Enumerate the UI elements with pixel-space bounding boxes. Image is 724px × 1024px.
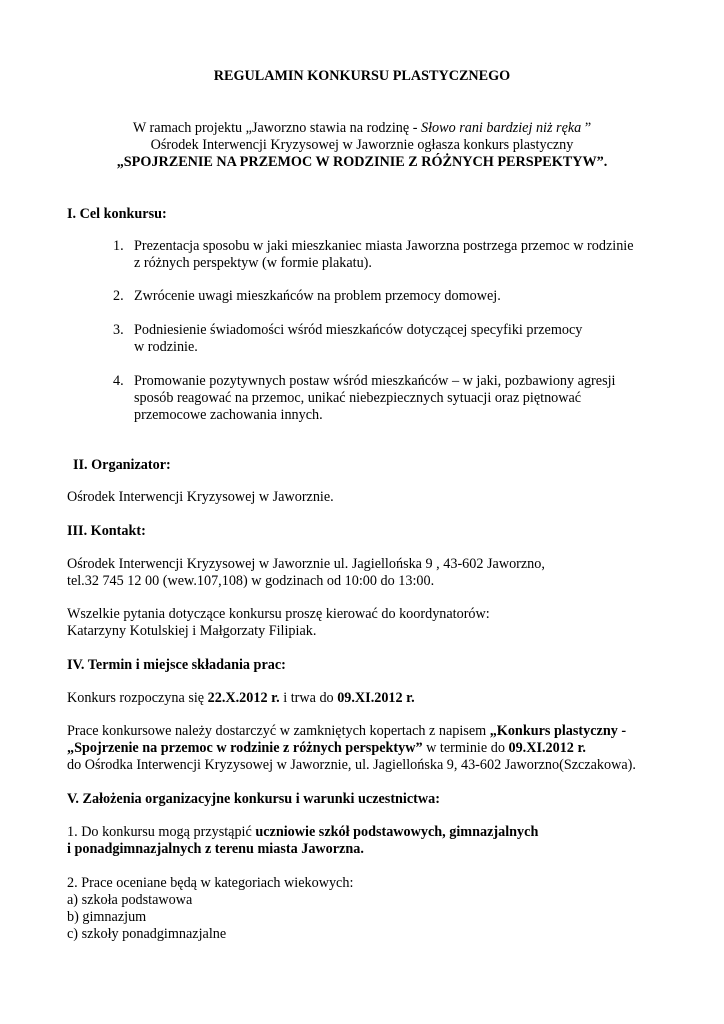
section-3-heading: III. Kontakt: <box>67 523 146 539</box>
item-3-line-1: Podniesienie świadomości wśród mieszkańców dotyczącej specyfiki przemocy <box>134 322 583 338</box>
participants-line-1: 1. Do konkursu mogą przystąpić uczniowie szkół podstawowych, gimnazjalnych <box>67 824 539 840</box>
categories-intro: 2. Prace oceniane będą w kategoriach wiekowych: <box>67 875 354 891</box>
item-3-line-2: w rodzinie. <box>134 339 198 355</box>
contest-name: „SPOJRZENIE NA PRZEMOC W RODZINIE Z RÓŻNYCH PERSPEKTYW”. <box>116 154 608 170</box>
section-5-heading: V. Założenia organizacyjne konkursu i warunki uczestnictwa: <box>67 791 440 807</box>
item-2-number: 2. <box>113 288 124 304</box>
coordinators-line-2: Katarzyny Kotulskiej i Małgorzaty Filipiak. <box>67 623 317 639</box>
intro-line-2: Ośrodek Interwencji Kryzysowej w Jaworznie ogłasza konkurs plastyczny <box>150 137 574 153</box>
contact-phone: tel.32 745 12 00 (wew.107,108) w godzinach od 10:00 do 13:00. <box>67 573 435 589</box>
item-4-line-2: sposób reagować na przemoc, unikać niebezpiecznych sytuacji oraz piętnować <box>134 390 582 406</box>
delivery-line-1: Prace konkursowe należy dostarczyć w zamkniętych kopertach z napisem „Konkurs plastyczny - <box>67 723 627 739</box>
category-a: a) szkoła podstawowa <box>67 892 193 908</box>
section-4-heading: IV. Termin i miejsce składania prac: <box>67 657 286 673</box>
item-4-line-3: przemocowe zachowania innych. <box>134 407 323 423</box>
delivery-line-2: „Spojrzenie na przemoc w rodzinie z różnych perspektyw” w terminie do 09.XI.2012 r. <box>67 740 586 756</box>
item-4-number: 4. <box>113 373 124 389</box>
category-c: c) szkoły ponadgimnazjalne <box>67 926 227 942</box>
organizer-text: Ośrodek Interwencji Kryzysowej w Jaworznie. <box>67 489 334 505</box>
delivery-line-3: do Ośrodka Interwencji Kryzysowej w Jaworznie, ul. Jagiellońska 9, 43-602 Jaworzno(Szczakowa). <box>67 757 636 773</box>
page-title: REGULAMIN KONKURSU PLASTYCZNEGO <box>213 68 511 84</box>
item-3-number: 3. <box>113 322 124 338</box>
item-1-line-1: Prezentacja sposobu w jaki mieszkaniec miasta Jaworzna postrzega przemoc w rodzinie <box>134 238 634 254</box>
category-b: b) gimnazjum <box>67 909 147 925</box>
item-1-number: 1. <box>113 238 124 254</box>
item-2-line-1: Zwrócenie uwagi mieszkańców na problem przemocy domowej. <box>134 288 501 304</box>
contest-dates: Konkurs rozpoczyna się 22.X.2012 r. i trwa do 09.XI.2012 r. <box>67 690 415 706</box>
intro-line-1: W ramach projektu „Jaworzno stawia na rodzinę - Słowo rani bardziej niż ręka ” <box>132 120 592 136</box>
contact-address: Ośrodek Interwencji Kryzysowej w Jaworznie ul. Jagiellońska 9 , 43-602 Jaworzno, <box>67 556 545 572</box>
section-2-heading: II. Organizator: <box>73 457 171 473</box>
coordinators-line-1: Wszelkie pytania dotyczące konkursu proszę kierować do koordynatorów: <box>67 606 490 622</box>
item-4-line-1: Promowanie pozytywnych postaw wśród mieszkańców – w jaki, pozbawiony agresji <box>134 373 616 389</box>
participants-line-2: i ponadgimnazjalnych z terenu miasta Jaworzna. <box>67 841 364 857</box>
item-1-line-2: z różnych perspektyw (w formie plakatu). <box>134 255 372 271</box>
section-1-heading: I. Cel konkursu: <box>67 206 167 222</box>
